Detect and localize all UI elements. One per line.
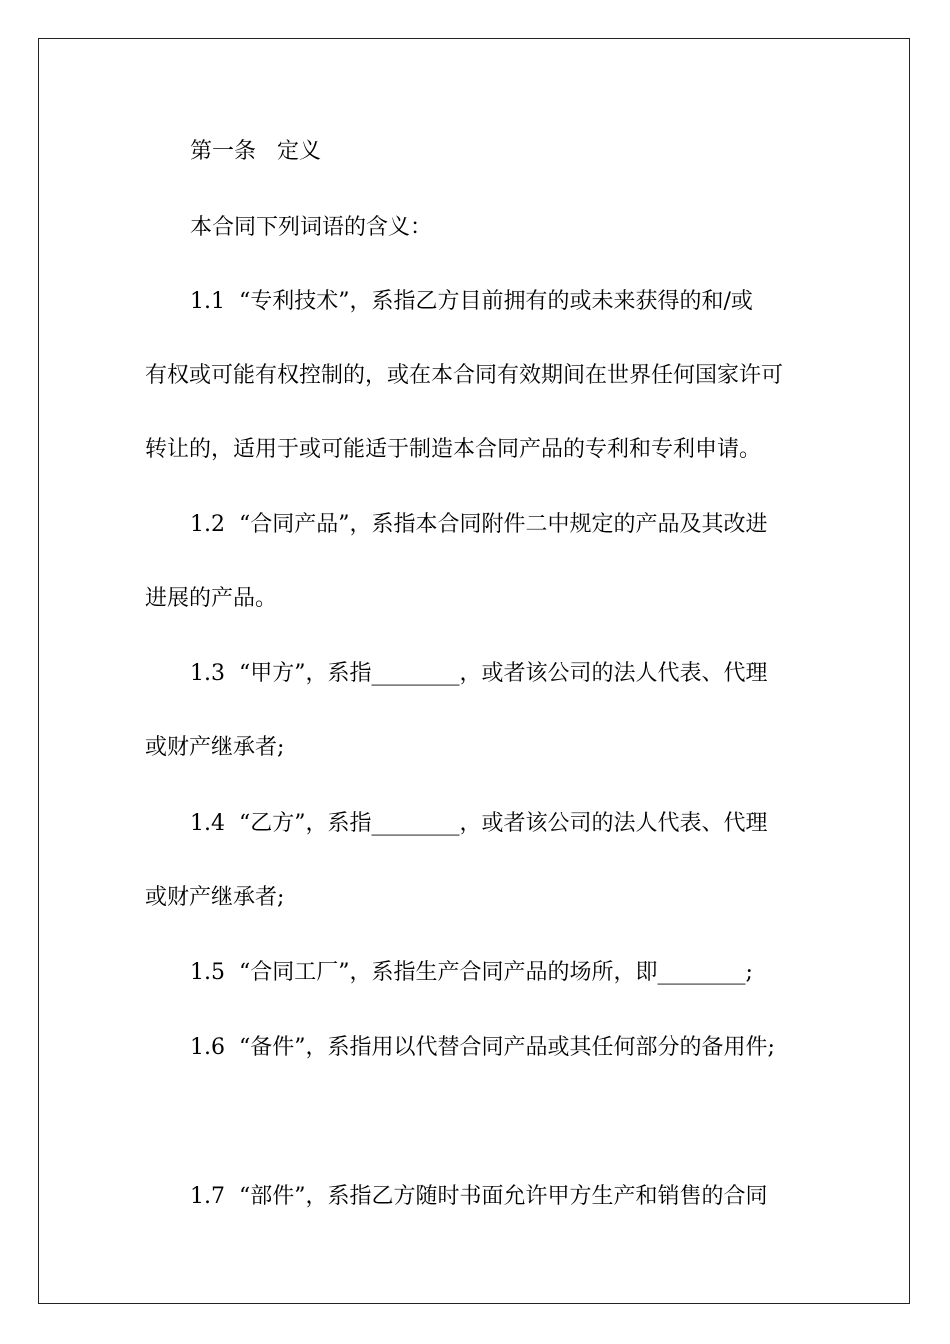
- clause-1-2-line-1: 1.2 “合同产品”，系指本合同附件二中规定的产品及其改进: [190, 512, 768, 537]
- clause-1-3-line-2: 或财产继承者;: [145, 735, 285, 760]
- clause-1-7-line-1: 1.7 “部件”，系指乙方随时书面允许甲方生产和销售的合同: [190, 1184, 768, 1209]
- clause-1-3-line-1: 1.3 “甲方”，系指________，或者该公司的法人代表、代理: [190, 661, 768, 686]
- clause-1-2-line-2: 进展的产品。: [145, 586, 278, 611]
- clause-1-4-line-1: 1.4 “乙方”，系指________，或者该公司的法人代表、代理: [190, 811, 768, 836]
- clause-1-6: 1.6 “备件”，系指用以代替合同产品或其任何部分的备用件;: [190, 1035, 775, 1060]
- clause-1-4-line-2: 或财产继承者;: [145, 885, 285, 910]
- clause-1-5: 1.5 “合同工厂”，系指生产合同产品的场所，即________;: [190, 960, 753, 985]
- clause-1-1-line-1: 1.1 “专利技术”，系指乙方目前拥有的或未来获得的和/或: [190, 289, 753, 314]
- clause-1-1-line-3: 转让的，适用于或可能适于制造本合同产品的专利和专利申请。: [145, 437, 762, 462]
- clause-1-1-line-2: 有权或可能有权控制的，或在本合同有效期间在世界任何国家许可: [145, 363, 784, 388]
- article-heading: 第一条 定义: [190, 139, 321, 164]
- intro-paragraph: 本合同下列词语的含义：: [190, 215, 433, 240]
